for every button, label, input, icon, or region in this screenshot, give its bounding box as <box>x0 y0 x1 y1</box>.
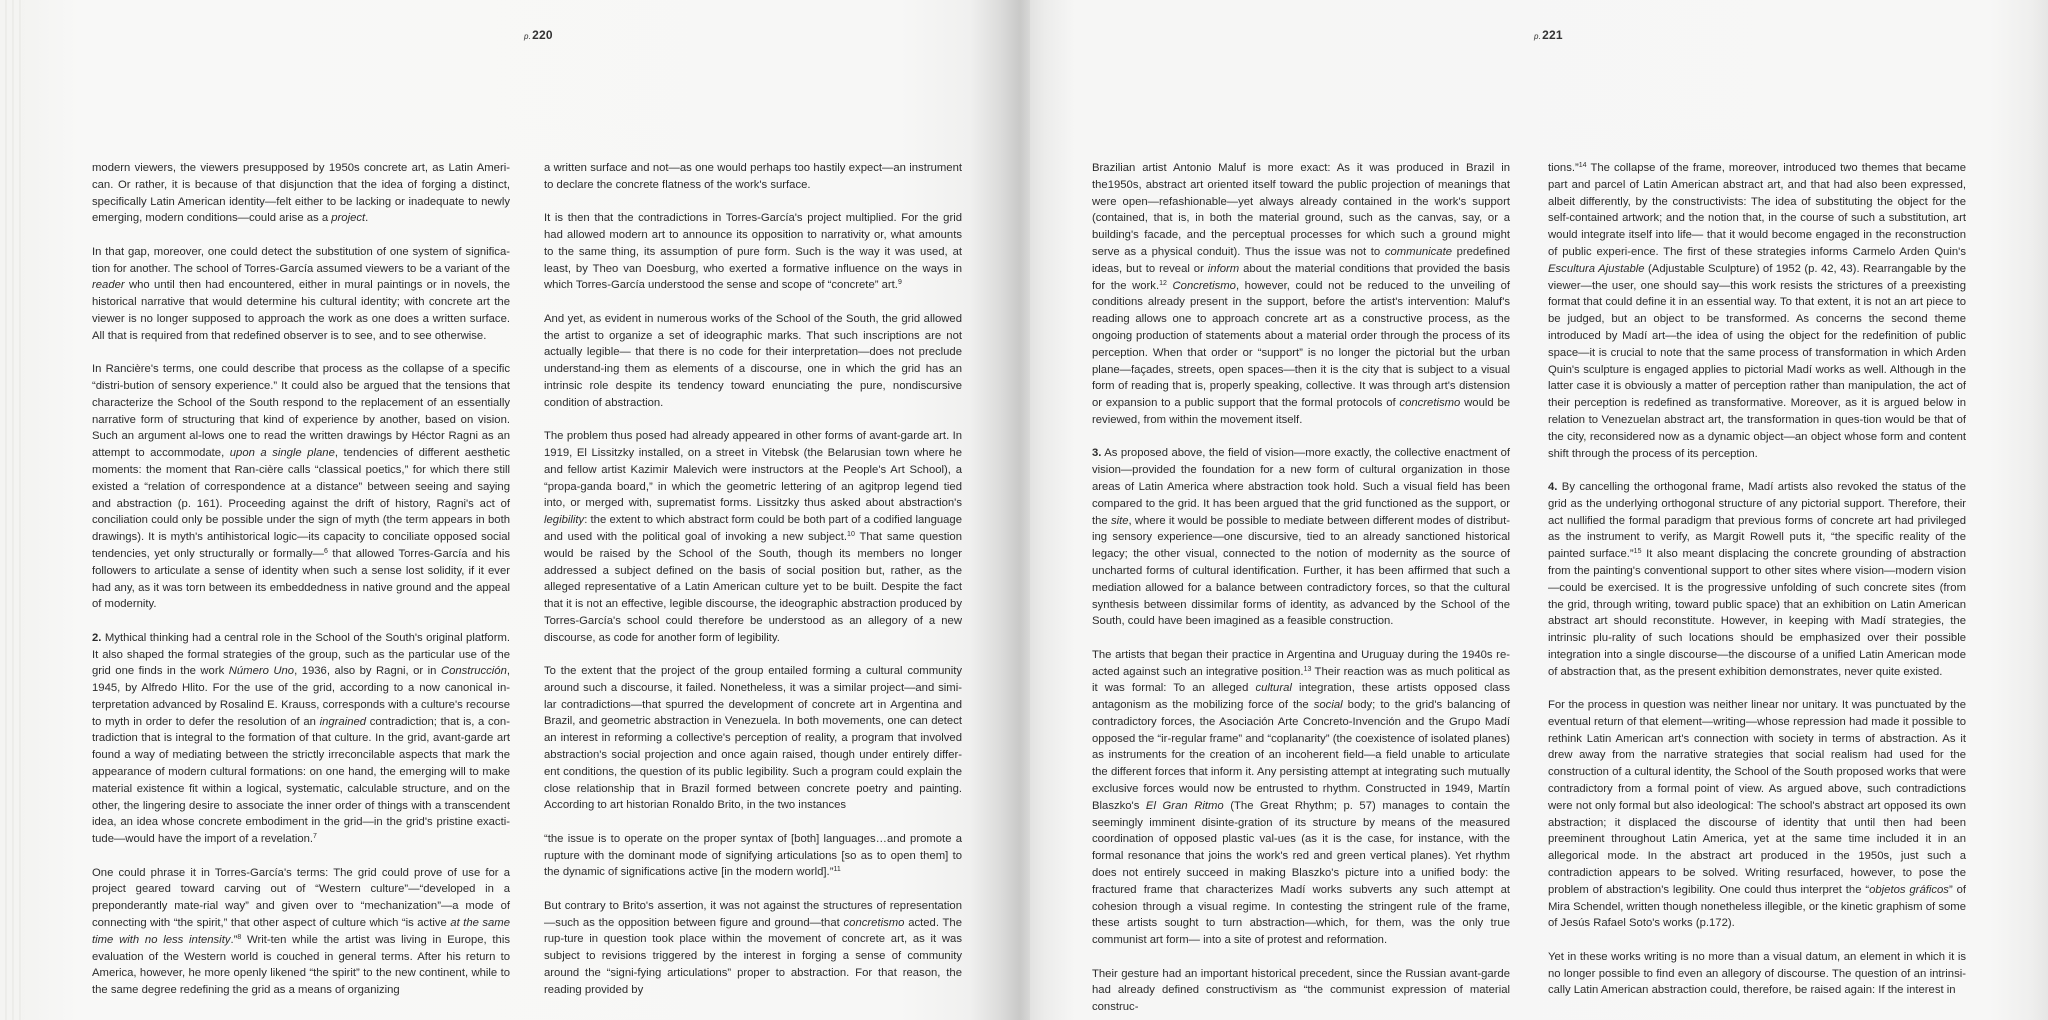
text-run: The collapse of the frame, moreover, introduced two themes that became part and parcel of Latin American abstract art, and that had also been expressed, albeit differently, by the constructivists: The idea of substituting the object for the self-contained artwork; and the notion that, in the course of such a substitution, art would integrate itself into life— that it would become engaged in the reconstruction of public experi-ence. The first of these strategies informs Carmelo Arden Quin's <box>1548 162 1966 258</box>
italic-text: objetos gráficos <box>1869 883 1949 896</box>
text-run: By cancelling the orthogonal frame, Madí artists also revoked the status of the grid as the underlying orthogonal structure of any pictorial support. Therefore, their act nullified the formal paradigm that previous forms of concrete art had privileged as the instrument to verify, as Margit Rowell puts it, “the specific reality of the painted surface.” <box>1548 480 1966 561</box>
paragraph <box>1092 160 1510 429</box>
text-run: To the extent that the project of the group entailed forming a cultural community around such a discourse, it failed. Nonetheless, it was a similar project—and simi-lar contradictions—that spurred the development of concrete art in Argentina and Brazil, and geometric abstraction in Venezuela. In both movements, one can detect an interest in reforming a collective's perception of reality, a program that involved abstraction's social projection and once again raised, though under entirely differ-ent conditions, the question of its public legibility. Such a program could explain the close relationship that in Brazil formed between concrete poetry and painting. According to art historian Ronaldo Brito, in the two instances <box>544 665 962 812</box>
paragraph <box>92 361 510 613</box>
page-edges <box>0 0 22 1020</box>
italic-text: legibility <box>544 514 585 527</box>
italic-text: social <box>1313 699 1343 712</box>
italic-text: site <box>1110 514 1129 527</box>
text-run: Their reaction was as much political as it was formal: To an alleged <box>1092 665 1510 695</box>
text-run: The artists that began their practice in Argentina and Uruguay during the 1940s re-acted against such an integrative position. <box>1092 648 1510 678</box>
text-run: It also meant displacing the concrete grounding of abstraction from the painting's conventional support to other sites where vision—modern vision—could be exercised. It is the progressive unfolding of such concrete sites (from the grid, through writing, toward public space) that an exhibition on Latin American abstract art should reconstitute. However, in keeping with Madí strategies, the intrinsic plu-rality of such locations should be emphasized over their possible integration into a single discourse—the discourse of a unified Latin American mode of abstraction that, as the present exhibition demonstrates, never quite existed. <box>1548 548 1966 678</box>
text-run: (Adjustable Sculpture) of 1952 (p. 42, 43). Rearrangable by the viewer—the user, one should say—this work resists the strictures of a preexisting format that could define it in an essential way. To that extent, it is not an art piece to be judged, but an object to be transformed. As concerns the second theme introduced by Madí art—the idea of using the object for the redefinition of public space—it is crucial to note that the same process of transformation in which Arden Quin's sculpture is engaged applies to pictorial Madí works as well. Although in the latter case it is obviously a matter of perception rather than manipulation, the act of their perception is redefined as transformative. Moreover, as it is argued below in relation to Venezuelan abstract art, the transformation in ques-tion would be that of the city, reconsidered now as a dynamic object—an object whose form and content shift through the process of its perception. <box>1548 262 1966 460</box>
text-run: would be reviewed, from within the movement itself. <box>1092 397 1511 426</box>
text-run: body; to the grid's balancing of contradictory forces, the Asociación Arte Concreto-Invención and the Grupo Madí opposed the “ir-regular frame” and “coplanarity” (the coexistence of isolated planes) as instruments for the creation of an incoherent field—a field unable to articulate the different forces that inform it. Any persisting attempt at integrating such mutually exclusive forces would now be entrusted to rhythm. Constructed in 1949, Martín Blaszko's <box>1092 699 1510 812</box>
italic-text: project <box>331 212 366 225</box>
paragraph <box>1092 647 1510 949</box>
italic-text: Concretismo <box>1172 279 1236 292</box>
italic-text: Construcción <box>440 665 507 678</box>
italic-text: El Gran Ritmo <box>1145 799 1224 812</box>
text-run: In Rancière's terms, one could describe that process as the collapse of a specific “distri-bution of sensory experience.” It could also be argued that the tensions that characterize the School of the South respond to the replacement of an essentially narrative form of structuring that kind of experience by another, based on vision. Such an argument al-lows one to read the written drawings by Héctor Ragni as an attempt to accommodate, <box>92 363 510 460</box>
paragraph <box>544 898 962 999</box>
text-column <box>1548 160 1966 1016</box>
text-run: , tendencies of different aesthetic moments: the moment that Ran-cière calls “classical poetics,” for which there still existed a “relation of correspondence at a distance” between seeing and saying and abstraction (p. 161). Proceeding against the drift of history, Ragni's act of conciliation could only be possible under the sign of myth (the term appears in both drawings). It is myth's antihistorical logic—its capacity to conciliate opposed social tendencies, yet only structurally or formally— <box>92 447 510 560</box>
text-run: That same question would be raised by the School of the South, though its members no longer addressed a subject defined on the basis of social position but, rather, as the alleged representative of a Latin American culture yet to be built. Despite the fact that it is not an effective, legible discourse, the ideographic abstraction produced by Torres-García's school could therefore be understood as an allegory of a new discourse, as code for another form of legibility. <box>544 530 962 644</box>
italic-text: Escultura Ajustable <box>1548 262 1645 275</box>
text-run: who until then had encountered, either in mural paintings or in novels, the historical narrative that would determine his cultural identity; with concrete art the viewer is no longer supposed to approach the work as one does a written surface. All that is required from that redefined observer is to see, and to see otherwise. <box>92 279 510 342</box>
paragraph <box>544 663 962 814</box>
footnote-ref: 8 <box>237 933 242 941</box>
text-run: One could phrase it in Torres-García's terms: The grid could prove of use for a project geared toward carving out of “Western culture”—“developed in a preponderantly mate-rial way” and given over to “mechanization”—a mode of connecting with “the spirit,” that other aspect of culture which “is active <box>92 866 510 930</box>
page-number-prefix: p. <box>524 32 532 41</box>
paragraph <box>1548 479 1966 681</box>
italic-text: at the same time with no less intensity <box>92 917 510 946</box>
text-column <box>92 160 510 1016</box>
text-run: predefined ideas, but to reveal or <box>1092 245 1510 275</box>
paragraph <box>1092 966 1510 1016</box>
text-run: , 1945, by Alfredo Hlito. For the use of the grid, according to a now canonical in-terpretation advanced by Rosalind E. Krauss, corresponds with a culture's recourse to myth in order to defer the resolution of an <box>92 665 511 728</box>
italic-text: inform <box>1207 262 1240 275</box>
text-run: Their gesture had an important historical precedent, since the Russian avant-garde had already defined constructivism as “the communist expression of material construc- <box>1092 967 1510 1014</box>
text-run: , where it would be possible to mediate between different modes of distribut-ing sensory experience—one discursive, tied to an already sanctioned historical legacy; the other visual, connected to the notion of modernity as the source of uncharted forms of cultural identification. Further, it has been affirmed that such a mediation allowed for a balance between contradictory forces, so that the cultural synthesis between dissimilar forms of identity, as advanced by the School of the South, could have been imagined as a feasible construction. <box>1092 514 1510 628</box>
footnote-ref: 9 <box>897 279 902 287</box>
footnote-ref: 13 <box>1303 665 1312 673</box>
paragraph <box>1548 949 1966 999</box>
italic-text: communicate <box>1384 245 1452 258</box>
footnote-ref: 12 <box>1159 279 1167 287</box>
italic-text: Número Uno <box>228 665 295 678</box>
section-number: 4. <box>1548 480 1558 493</box>
paragraph <box>1548 697 1966 932</box>
text-run: , 1936, also by Ragni, or in <box>294 665 441 678</box>
section-number: 2. <box>92 631 102 644</box>
text-run: As proposed above, the field of vision—more exactly, the collective enactment of vision—provided the foundation for a new form of cultural organization in those areas of Latin America where abstraction took hold. Such a visual field has been compared to the grid. It has been argued that the grid functioned as the support, or the <box>1092 447 1510 527</box>
page-number-value: 221 <box>1542 28 1563 42</box>
italic-text: ingrained <box>319 715 367 728</box>
footnote-ref: 15 <box>1633 548 1642 556</box>
right-page <box>1030 0 2048 1020</box>
text-run: a written surface and not—as one would perhaps too hastily expect—an instrument to declare the concrete flatness of the work's surface. <box>544 162 962 191</box>
italic-text: concretismo <box>1399 397 1461 410</box>
footnote-ref: 10 <box>847 530 855 538</box>
paragraph <box>544 210 962 294</box>
italic-text: concretismo <box>843 916 905 929</box>
text-run: Yet in these works writing is no more than a visual datum, an element in which it is no longer possible to find even an allegory of discourse. The question of an intrinsi-cally Latin American abstraction could, therefore, be raised again: If the interest in <box>1548 950 1966 997</box>
text-run: Brazilian artist Antonio Maluf is more exact: As it was produced in Brazil in the1950s, abstract art oriented itself toward the public projection of meanings that were open—refashionable—yet always already contained in the work's support (contained, that is, in both the material ground, such as the canvas, say, or a building's facade, and the perceptual processes for which such a ground might serve as a physical conduit). Thus the issue was not to <box>1092 162 1510 258</box>
text-run: (The Great Rhythm; p. 57) manages to contain the seemingly imminent disinte-gration of its structure by means of the measured coordination of opposed plastic val-ues (as it is the case, for instance, with the formal resonance that joins the work's red and green vertical planes). Yet rhythm does not entirely succeed in making Blaszko's picture into a unified body: the fractured frame that characterizes Madí works subverts any such attempt at cohesion through a visual regime. In contesting the stringent rule of the frame, these artists sought to turn abstraction—which, for them, was the only true communist art form— into a site of protest and reformation. <box>1092 799 1511 947</box>
paragraph <box>544 428 962 646</box>
text-run: In that gap, moreover, one could detect the substitution of one system of significa-tion for another. The school of Torres-García assumed viewers to be a variant of the <box>92 245 510 275</box>
page-number-value: 220 <box>532 28 553 42</box>
paragraph <box>92 630 510 848</box>
text-run: . <box>365 212 369 225</box>
page-number <box>524 28 553 42</box>
text-run: “the issue is to operate on the proper syntax of [both] languages…and promote a rupture with the dominant mode of signifying articulations [so as to open them] to the dynamic of significations active [in the modern world].” <box>544 832 962 879</box>
text-column <box>544 160 962 1015</box>
footnote-ref: 14 <box>1578 162 1587 169</box>
text-run: Mythical thinking had a central role in the School of the South's original platform. It also shaped the formal strategies of the group, such as the particular use of the grid one finds in the work <box>92 631 510 678</box>
text-run: : the extent to which abstract form could be both part of a codified language and used with the political goal of invoking a new subject. <box>544 514 962 543</box>
page-number <box>1534 28 1563 42</box>
page-number-prefix: p. <box>1534 32 1542 41</box>
paragraph <box>92 865 510 999</box>
text-run: tions.” <box>1548 162 1579 174</box>
paragraph <box>544 831 962 881</box>
text-run: ” of Mira Schendel, written though nonetheless illegible, or the kinetic graphism of some of Jesús Rafael Soto's works (p.172). <box>1548 883 1966 930</box>
paragraph <box>92 160 510 227</box>
text-run: For the process in question was neither linear nor unitary. It was punctuated by the eventual return of that element—writing—whose repression had made it possible to rethink Latin American art's connection with society in terms of abstraction. As it drew away from the narrative strategies that social realism had used for the construction of a cultural identity, the School of the South proposed works that were contradictory from a formal point of view. As argued above, such contradictions were not only formal but also ideological: The school's abstract art opposed its own abstraction; it displaced the discourse of identity that until then had been preeminent throughout Latin America, yet at the same time included it in an allegorical mode. In the abstract art produced in the 1950s, just such a contradiction appears to be solved. Writing resurfaced, however, to pose the problem of abstraction's legibility. One could thus interpret the “ <box>1548 699 1966 896</box>
text-run: Writ-ten while the artist was living in Europe, this evaluation of the Western world is couched in general terms. After his return to America, however, he more openly likened “the spirit” to the new continent, while to the same degree redefining the grid as a means of organizing <box>92 933 510 997</box>
text-run: contradiction; that is, a con-tradiction that is integral to the formation of that culture. In the grid, avant-garde art found a way of mediating between the strictly irreconcilable aspects that mark the appearance of modern cultural formations: on one hand, the emerging will to make material existence fit within a logical, systematic, calculable structure, and on the other, the lingering desire to associate the inner order of things with a transcendent idea, an idea whose concrete embodiment in the grid—in the grid's pristine exacti-tude—would have the import of a revelation. <box>92 715 510 846</box>
text-run: And yet, as evident in numerous works of the School of the South, the grid allowed the artist to organize a set of ideographic marks. That such inscriptions are not actually legible— that there is no code for their interpretation—does not preclude understand-ing them as elements of a discourse, one in which the grid has an intrinsic role despite its tendency toward enunciating the pure, nondiscursive condition of abstraction. <box>544 312 962 409</box>
text-run: , however, could not be reduced to the unveiling of conditions already present in the support, before the artist's intervention: Maluf's reading allows one to approach concrete art as a constructive process, as the ongoing production of statements about a material order through the process of its perception. When that order or “support” is no longer the pictorial but the urban plane—façades, streets, open spaces—then it is the city that is subject to a visual form of reading that is, properly speaking, collective. It was through art's distension or expansion to a public support that the formal protocols of <box>1092 279 1511 410</box>
text-run: modern viewers, the viewers presupposed by 1950s concrete art, as Latin Ameri-can. Or rather, it is because of that disjunction that the idea of forging a distinct, specifically Latin American identity—felt either to be lacking or inadequate to newly emerging, modern conditions—could arise as a <box>92 162 510 225</box>
text-run: acted. The rup-ture in question took place within the movement of concrete art, as it was subject to revisions triggered by the interest in forging a sense of community around the “signi-fying articulations” proper to abstraction. For that reason, the reading provided by <box>544 916 962 996</box>
text-column <box>1092 160 1510 1020</box>
footnote-ref: 11 <box>833 866 841 874</box>
paragraph <box>1092 445 1510 630</box>
footnote-ref: 6 <box>323 547 328 555</box>
text-run: integration, these artists opposed class antagonism as the mobilizing force of the <box>1092 682 1510 712</box>
text-run: about the material conditions that provided the basis for the work. <box>1092 262 1510 292</box>
text-run: that allowed Torres-García and his followers to articulate a sense of identity when such a sense lost solidity, if it ever had any, as it was torn between its embeddedness in native ground and the appeal of modernity. <box>92 547 510 611</box>
text-run: .” <box>230 933 238 946</box>
text-run: It is then that the contradictions in Torres-García's project multiplied. For the grid had allowed modern art to announce its opposition to narrativity or, what amounts to the same thing, its assumption of pure form. Such is the way it was used, at least, by Theo van Doesburg, who exerted a formative influence on the ways in which Torres-García understood the sense and scope of “concrete” art. <box>544 212 962 292</box>
text-run: The problem thus posed had already appeared in other forms of avant-garde art. In 1919, El Lissitzky installed, on a street in Vitebsk (the Belarusian town where he and fellow artist Kazimir Malevich were instructors at the People's Art School), a “propa-ganda board,” in which the geometric lettering of an agitprop legend tied into, or merged with, suprematist forms. Lissitzky thus asked about abstraction's <box>544 430 962 510</box>
footnote-ref: 7 <box>313 833 317 841</box>
paragraph <box>544 311 962 412</box>
italic-text: cultural <box>1255 682 1292 695</box>
paragraph <box>544 160 962 194</box>
paragraph <box>92 244 510 345</box>
italic-text: upon a single plane <box>229 447 335 460</box>
paragraph <box>1548 160 1966 462</box>
italic-text: reader <box>92 279 125 292</box>
text-run: But contrary to Brito's assertion, it was not against the structures of representation—such as the opposition between figure and ground—that <box>544 899 962 929</box>
section-number: 3. <box>1092 447 1102 460</box>
